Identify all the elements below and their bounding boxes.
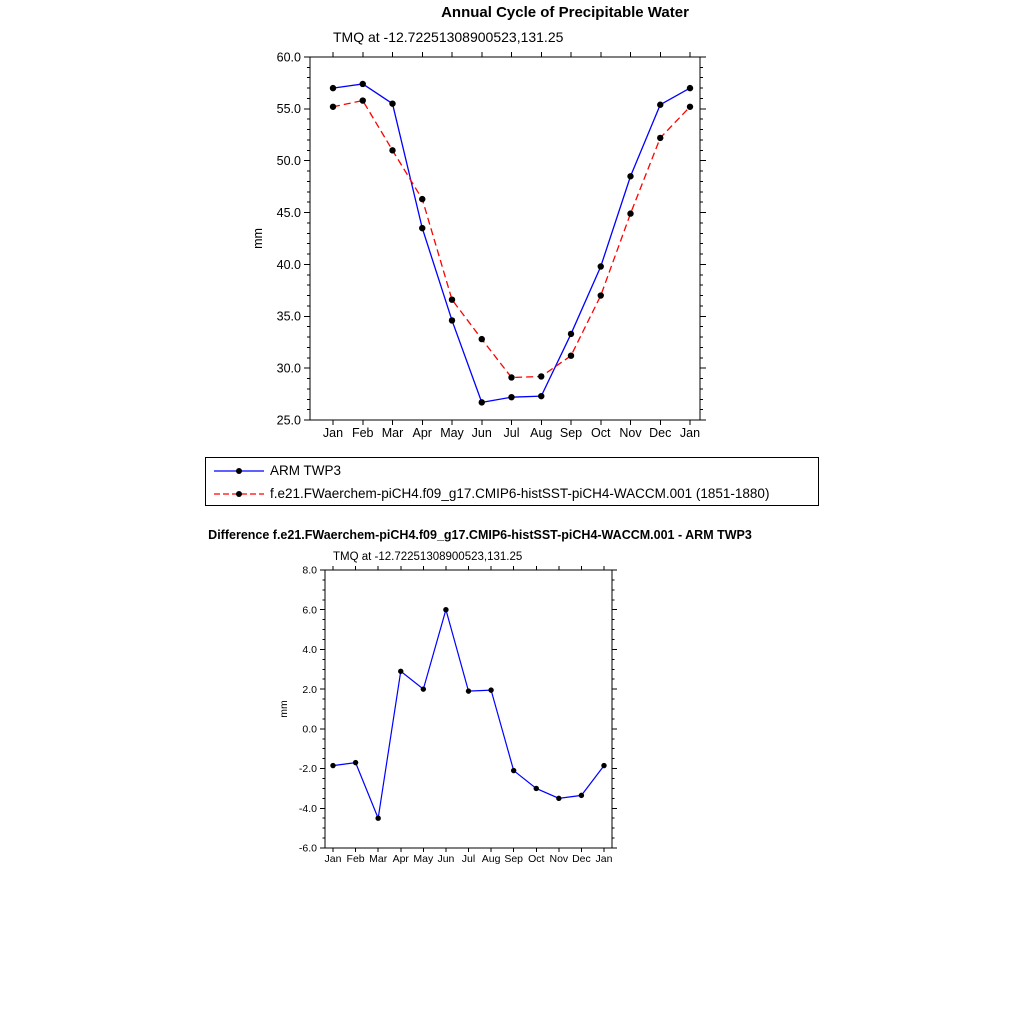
diff-chart-plot: [255, 555, 685, 875]
svg-text:6.0: 6.0: [302, 604, 317, 617]
svg-text:60.0: 60.0: [276, 50, 301, 65]
svg-text:Jan: Jan: [322, 426, 344, 440]
svg-text:May: May: [413, 853, 434, 865]
svg-text:Oct: Oct: [591, 426, 611, 440]
svg-text:Dec: Dec: [649, 426, 672, 440]
legend-label-arm-twp3: ARM TWP3: [270, 463, 342, 478]
svg-text:2.0: 2.0: [302, 683, 317, 696]
svg-text:mm: mm: [251, 228, 265, 249]
svg-text:Jan: Jan: [679, 426, 701, 440]
legend-item-arm-twp3: [206, 459, 818, 482]
legend: [205, 457, 819, 506]
svg-text:Jan: Jan: [324, 853, 342, 865]
svg-text:Jun: Jun: [471, 426, 492, 440]
svg-text:Apr: Apr: [392, 853, 409, 865]
svg-text:50.0: 50.0: [276, 154, 301, 169]
svg-text:-2.0: -2.0: [298, 763, 317, 776]
svg-text:55.0: 55.0: [276, 102, 301, 117]
legend-line-sample-dashed-icon: [212, 488, 266, 500]
diff-chart-title: Difference f.e21.FWaerchem-piCH4.f09_g17.CMIP6-histSST-piCH4-WACCM.001 - ARM TWP3: [208, 528, 752, 542]
main-chart-plot: [240, 40, 720, 452]
svg-text:Sep: Sep: [504, 853, 524, 865]
svg-text:Nov: Nov: [549, 853, 569, 865]
svg-text:Nov: Nov: [619, 426, 642, 440]
svg-text:Sep: Sep: [559, 426, 583, 440]
svg-text:8.0: 8.0: [302, 564, 317, 577]
svg-text:Jul: Jul: [461, 853, 476, 865]
svg-text:Oct: Oct: [528, 853, 545, 865]
svg-text:4.0: 4.0: [302, 644, 317, 657]
svg-text:Feb: Feb: [346, 853, 365, 865]
svg-text:Jun: Jun: [437, 853, 455, 865]
svg-text:Jan: Jan: [595, 853, 613, 865]
diff-chart-subtitle: TMQ at -12.72251308900523,131.25: [333, 551, 523, 563]
svg-text:40.0: 40.0: [276, 257, 301, 272]
legend-item-model: [206, 482, 818, 505]
svg-text:-6.0: -6.0: [298, 842, 317, 855]
svg-text:Apr: Apr: [412, 426, 432, 440]
svg-text:Feb: Feb: [351, 426, 374, 440]
svg-text:0.0: 0.0: [302, 723, 317, 736]
legend-line-sample-solid-icon: [212, 465, 266, 477]
svg-text:mm: mm: [278, 700, 290, 718]
svg-text:Dec: Dec: [572, 853, 591, 865]
svg-text:Mar: Mar: [369, 853, 388, 865]
svg-text:Aug: Aug: [530, 426, 553, 440]
svg-text:45.0: 45.0: [276, 205, 301, 220]
svg-text:Aug: Aug: [481, 853, 501, 865]
legend-label-model: f.e21.FWaerchem-piCH4.f09_g17.CMIP6-histSST-piCH4-WACCM.001 (1851-1880): [270, 486, 770, 501]
main-chart-title: Annual Cycle of Precipitable Water: [441, 4, 689, 21]
svg-text:Mar: Mar: [381, 426, 404, 440]
svg-text:30.0: 30.0: [276, 361, 301, 376]
svg-text:May: May: [440, 426, 464, 440]
main-chart-subtitle: TMQ at -12.72251308900523,131.25: [333, 29, 564, 45]
svg-text:25.0: 25.0: [276, 413, 301, 428]
svg-text:35.0: 35.0: [276, 309, 301, 324]
svg-text:-4.0: -4.0: [298, 802, 317, 815]
svg-text:Jul: Jul: [503, 426, 520, 440]
